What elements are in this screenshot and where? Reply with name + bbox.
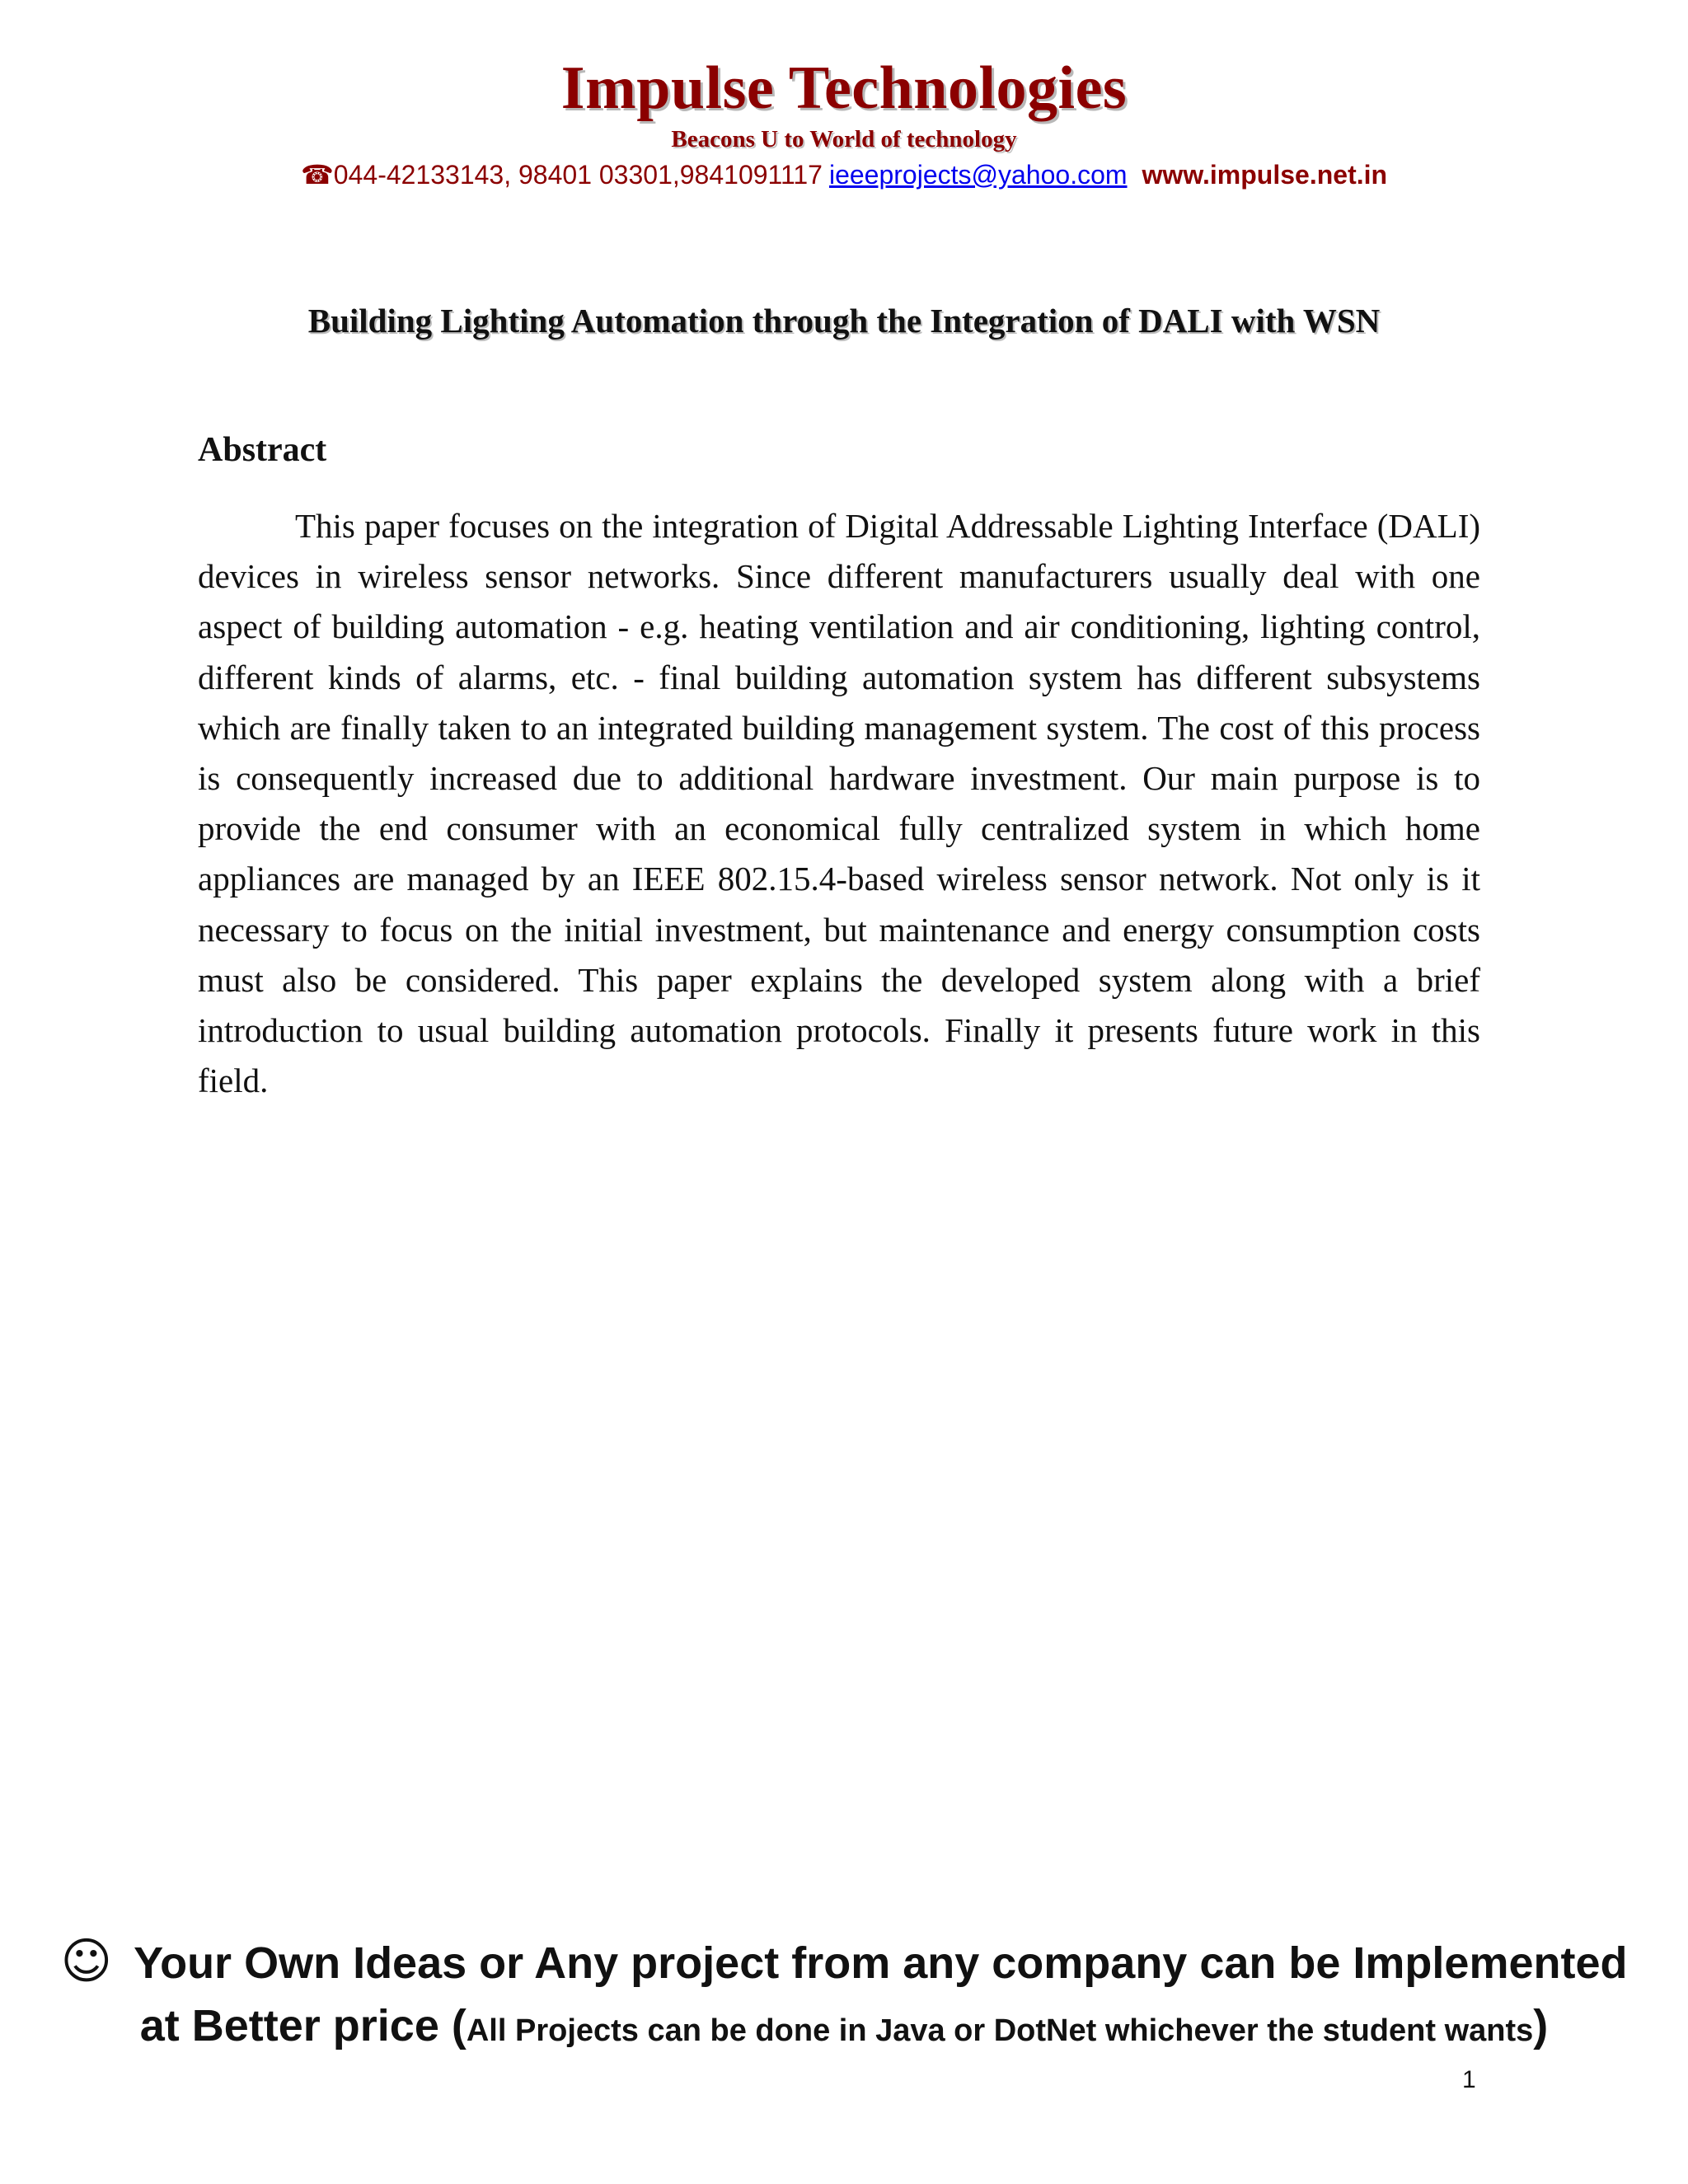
footer-line-2	[0, 1994, 1688, 2069]
page-number: 1	[1462, 2066, 1476, 2093]
phone-numbers: 044-42133143, 98401 03301,9841091117	[333, 160, 823, 190]
footer-line-1	[0, 1930, 1688, 1994]
smiley-icon: ☺	[60, 1933, 113, 1990]
abstract-heading: Abstract	[198, 431, 327, 469]
footer-promo	[0, 1930, 1688, 2069]
document-title: Building Lighting Automation through the Integration of DALI with WSN	[307, 302, 1381, 340]
footer-line-2-note: All Projects can be done in Java or DotNet whichever the student wants	[466, 2013, 1534, 2048]
company-name: Impulse Technologies	[560, 54, 1128, 122]
footer-line-2-close: )	[1533, 2001, 1549, 2050]
abstract-body: This paper focuses on the integration of Digital Addressable Lighting Interface (DALI) devices in wireless sensor networks. Since different manufacturers usually deal with one aspect of building automation - e.g. heating ventilation and air conditioning, lighting control, different kinds of alarms, etc. - final building automation system has different subsystems which are finally taken to an integrated building management system. The cost of this process is consequently increased due to additional hardware investment. Our main purpose is to provide the end consumer with an economical fully centralized system in which home appliances are managed by an IEEE 802.15.4-based wireless sensor network. Not only is it necessary to focus on the initial investment, but maintenance and energy consumption costs must also be considered. This paper explains the developed system along with a brief introduction to usual building automation protocols. Finally it presents future work in this field.	[198, 507, 1480, 1100]
telephone-icon: ☎	[300, 160, 334, 190]
contact-line	[0, 157, 1688, 193]
website-link[interactable]: www.impulse.net.in	[1142, 160, 1388, 190]
footer-line-1-text: Your Own Ideas or Any project from any company can be Implemented	[134, 1938, 1628, 1988]
company-tagline: Beacons U to World of technology	[671, 126, 1017, 152]
footer-line-2-main: at Better price (	[139, 2001, 467, 2050]
email-link[interactable]: ieeeprojects@yahoo.com	[828, 160, 1128, 190]
letterhead	[0, 51, 1688, 193]
